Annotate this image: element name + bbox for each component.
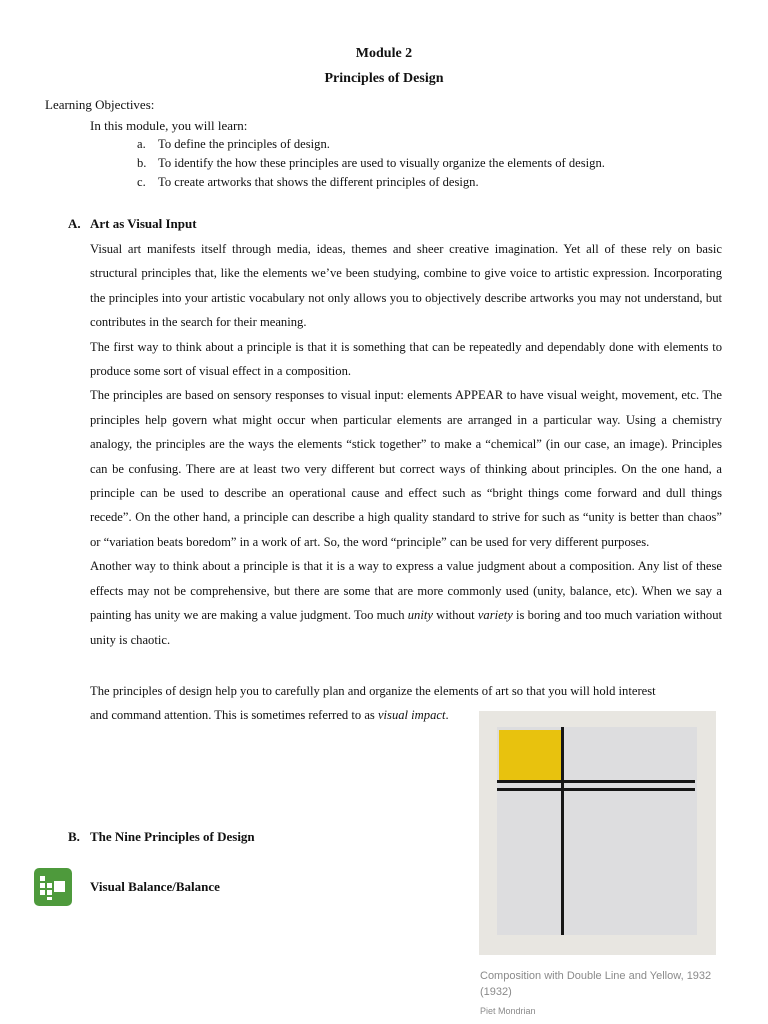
objective-text: To identify the how these principles are used to visually organize the elements of design. bbox=[158, 156, 605, 170]
objectives-label: Learning Objectives: bbox=[45, 97, 155, 112]
figure-artist: Piet Mondrian bbox=[480, 1006, 536, 1016]
paragraph bbox=[90, 554, 722, 652]
paragraph: The principles are based on sensory responses to visual input: elements APPEAR to have visual weight, movement, etc. The principles help govern what might occur when particular elements are arranged in a particular way. Using a chemistry analogy, the principles are the ways the elements “stick together” to make a “chemical” (in our case, an image). Principles can be confusing. There are at least two very different but correct ways of thinking about principles. On the one hand, a principle can be used to describe an operational cause and effect such as “bright things come forward and dull things recede”. On the other hand, a principle can describe a high quality standard to strive for such as “unity is better than chaos” or “variation beats boredom” in a work of art. So, the word “principle” can be used for very different purposes. bbox=[90, 388, 722, 549]
balance-glyph bbox=[34, 868, 72, 906]
section-a-body bbox=[90, 237, 722, 652]
module-number: Module 2 bbox=[355, 46, 413, 61]
paragraph: The first way to think about a principle is that it is something that can be repeatedly and dependably done with elements to produce some sort of visual effect in a composition. bbox=[90, 339, 722, 379]
figure-caption: Composition with Double Line and Yellow, 1932 (1932) bbox=[480, 970, 712, 998]
objective-text: To define the principles of design. bbox=[158, 137, 330, 151]
paragraph-line: The principles of design help you to carefully plan and organize the elements of art so that you will hold interest bbox=[90, 684, 656, 698]
list-marker: c. bbox=[137, 175, 146, 189]
emphasis: visual impact bbox=[377, 708, 446, 722]
yellow-block bbox=[499, 730, 561, 781]
horizontal-line-2 bbox=[497, 788, 695, 791]
objectives-intro: In this module, you will learn: bbox=[90, 118, 248, 133]
objective-text: To create artworks that shows the different principles of design. bbox=[158, 175, 479, 189]
balance-icon bbox=[34, 868, 72, 906]
section-letter: A. bbox=[68, 216, 81, 231]
section-title: Art as Visual Input bbox=[90, 216, 197, 231]
paragraph-text: Another way to think about a principle is that it is a way to express a value judgment about a composition. Any list of these effects may not be comprehensive, but there are some that are more commonly used (unity, balance, etc). When we say a painting has unity we are making a value judgment. Too much bbox=[90, 559, 722, 623]
paragraph-wrapped bbox=[90, 703, 462, 727]
paragraph: Visual art manifests itself through media, ideas, themes and sheer creative imagination. Yet all of these rely on basic structural principles that, like the elements we’ve been studying, combine to give voice to artistic expression. Incorporating the principles into your artistic vocabulary not only allows you to objectively describe artworks you may not understand, but contributes in the search for their meaning. bbox=[90, 242, 722, 330]
paragraph-text: and command attention. This is sometimes referred to as bbox=[90, 708, 378, 722]
section-title: The Nine Principles of Design bbox=[90, 829, 255, 844]
vertical-line bbox=[561, 727, 564, 935]
emphasis: variety bbox=[477, 608, 513, 623]
paragraph-text: is boring and too much variation without unity is chaotic. bbox=[90, 608, 722, 647]
list-marker: a. bbox=[137, 137, 146, 151]
mondrian-painting bbox=[479, 711, 716, 955]
list-marker: b. bbox=[137, 156, 147, 170]
emphasis: unity bbox=[407, 608, 433, 623]
balance-label: Visual Balance/Balance bbox=[90, 879, 220, 894]
paragraph-text: without bbox=[432, 608, 478, 623]
section-letter: B. bbox=[68, 829, 80, 844]
horizontal-line-1 bbox=[497, 780, 695, 783]
painting-frame bbox=[479, 711, 716, 955]
paragraph-text: . bbox=[445, 708, 449, 722]
page-title: Principles of Design bbox=[324, 71, 444, 86]
